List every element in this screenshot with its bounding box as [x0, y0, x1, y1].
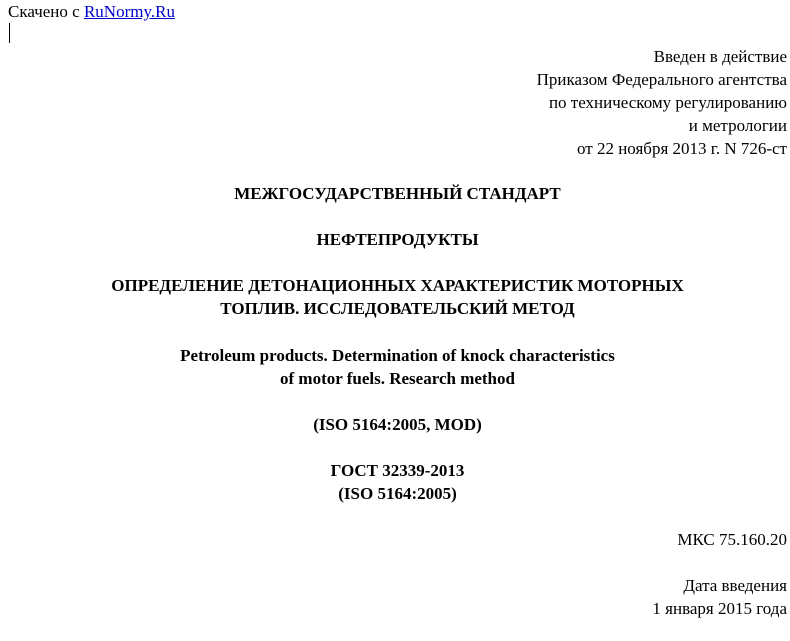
- title-ru: [0, 274, 790, 320]
- text-cursor: [9, 23, 10, 43]
- title-ru-line: ОПРЕДЕЛЕНИЕ ДЕТОНАЦИОННЫХ ХАРАКТЕРИСТИК МОТОРНЫХ: [111, 276, 684, 295]
- iso-mod-reference: (ISO 5164:2005, MOD): [313, 415, 482, 434]
- title-en-line: Petroleum products. Determination of knock characteristics: [180, 346, 615, 365]
- effective-date-block: [652, 574, 787, 620]
- gost-designation: [0, 459, 790, 505]
- approval-line: по техническому регулированию: [548, 93, 787, 112]
- approval-line: Приказом Федерального агентства: [536, 70, 787, 89]
- mks-code: МКС 75.160.20: [677, 530, 787, 549]
- approval-line: и метрологии: [688, 116, 787, 135]
- standard-type-heading: МЕЖГОСУДАРСТВЕННЫЙ СТАНДАРТ: [234, 184, 561, 203]
- title-en-line: of motor fuels. Research method: [280, 369, 515, 388]
- source-prefix: Скачено с: [8, 2, 84, 21]
- gost-iso: (ISO 5164:2005): [338, 484, 457, 503]
- source-line: [8, 0, 175, 23]
- title-en: [0, 344, 790, 390]
- effective-label: Дата введения: [683, 576, 787, 595]
- effective-date: 1 января 2015 года: [652, 599, 787, 618]
- title-ru-line: ТОПЛИВ. ИССЛЕДОВАТЕЛЬСКИЙ МЕТОД: [220, 299, 575, 318]
- gost-number: ГОСТ 32339-2013: [330, 461, 465, 480]
- approval-block: [537, 45, 787, 160]
- subject-heading: НЕФТЕПРОДУКТЫ: [316, 230, 479, 249]
- approval-line: от 22 ноября 2013 г. N 726-ст: [577, 139, 787, 158]
- approval-line: Введен в действие: [653, 47, 787, 66]
- source-link[interactable]: RuNormy.Ru: [83, 2, 175, 21]
